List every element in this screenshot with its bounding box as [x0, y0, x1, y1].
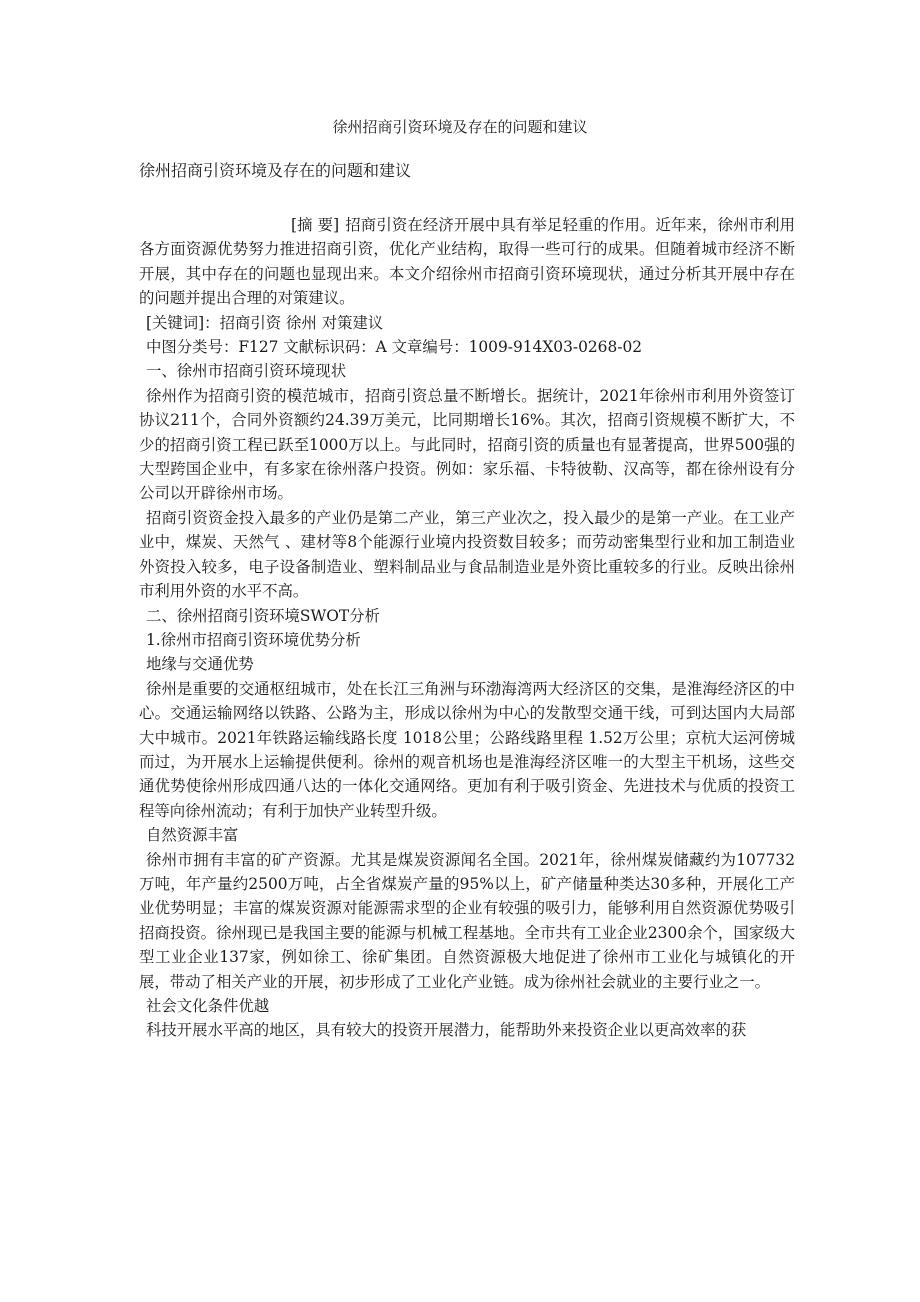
abstract-text: 招商引资在经济开展中具有举足轻重的作用。近年来，徐州市利用各方面资源优势努力推进招商引资，优化产业结构，取得一些可行的成果。但随着城市经济不断开展，其中存在的问题也显现出来。本文介绍徐州市招商引资环境现状，通过分析其开展中存在的问题并提出合理的对策建议。 — [139, 216, 795, 308]
keywords-label: [关键词]： — [146, 313, 220, 332]
document-body — [139, 213, 795, 1043]
subtopic-location-transport: 地缘与交通优势 — [146, 655, 254, 674]
subtopic-social-culture: 社会文化条件优越 — [146, 997, 270, 1015]
abstract-paragraph — [139, 213, 795, 311]
keywords-line — [139, 311, 795, 335]
section-2-paragraph-1: 徐州是重要的交通枢纽城市，处在长江三角洲与环渤海湾两大经济区的交集，是淮海经济区的中心。交通运输网络以铁路、公路为主，形成以徐州为中心的发散型交通干线，可到达国内大局部大中城市。2021年铁路运输线路长度 1018公里；公路线路里程 1.52万公里；京杭大运河傍城而过，为开展水上运输提供便利。徐州的观音机场也是淮海经济区唯一的大型主干机场，这些交通优势使徐州形成四通八达的一体化交通网络。更加有利于吸引资金、先进技术与优质的投资工程等向徐州流动；有利于加快产业转型升级。 — [139, 679, 795, 820]
section-1-paragraph-1: 徐州作为招商引资的模范城市，招商引资总量不断增长。据统计，2021年徐州市利用外资签订协议211个，合同外资额约24.39万美元，比同期增长16%。其次，招商引资规模不断扩大，不少的招商引资工程已跃至1000万以上。与此同时，招商引资的质量也有显著提高，世界500强的大型跨国企业中，有多家在徐州落户投资。例如：家乐福、卡特彼勒、汉高等，都在徐州设有分公司以开辟徐州市场。 — [139, 386, 795, 503]
keywords-text: 招商引资 徐州 对策建议 — [219, 313, 384, 332]
subtopic-natural-resources: 自然资源丰富 — [146, 826, 239, 845]
document-subtitle: 徐州招商引资环境及存在的问题和建议 — [139, 161, 412, 180]
abstract-label: [摘 要] — [291, 216, 340, 234]
document-title: 徐州招商引资环境及存在的问题和建议 — [332, 118, 588, 136]
section-2-heading: 二、徐州招商引资环境SWOT分析 — [146, 606, 380, 625]
section-2-paragraph-2: 徐州市拥有丰富的矿产资源。尤其是煤炭资源闻名全国。2021年，徐州煤炭储藏约为107732万吨，年产量约2500万吨，占全省煤炭产量的95%以上，矿产储量种类达30多种，开展化工产业优势明显；丰富的煤炭资源对能源需求型的企业有较强的吸引力，能够利用自然资源优势吸引招商投资。徐州现已是我国主要的能源与机械工程基地。全市共有工业企业2300余个，国家级大型工业企业137家，例如徐工、徐矿集团。自然资源极大地促进了徐州市工业化与城镇化的开展，带动了相关产业的开展，初步形成了工业化产业链。成为徐州社会就业的主要行业之一。 — [139, 850, 795, 991]
section-1-heading: 一、徐州市招商引资环境现状 — [146, 362, 347, 381]
section-1-paragraph-2: 招商引资资金投入最多的产业仍是第二产业，第三产业次之，投入最少的是第一产业。在工业产业中，煤炭、天然气 、建材等8个能源行业境内投资数目较多；而劳动密集型行业和加工制造业外资投入较多，电子设备制造业、塑料制品业与食品制造业是外资比重较多的行业。反映出徐州市利用外资的水平不高。 — [139, 508, 795, 601]
classification-line: 中图分类号：F127 文献标识码：A 文章编号：1009-914X03-0268-02 — [146, 338, 643, 357]
section-2-subheading-1: 1.徐州市招商引资环境优势分析 — [146, 630, 361, 649]
section-2-paragraph-3: 科技开展水平高的地区，具有较大的投资开展潜力，能帮助外来投资企业以更高效率的获 — [146, 1021, 747, 1040]
